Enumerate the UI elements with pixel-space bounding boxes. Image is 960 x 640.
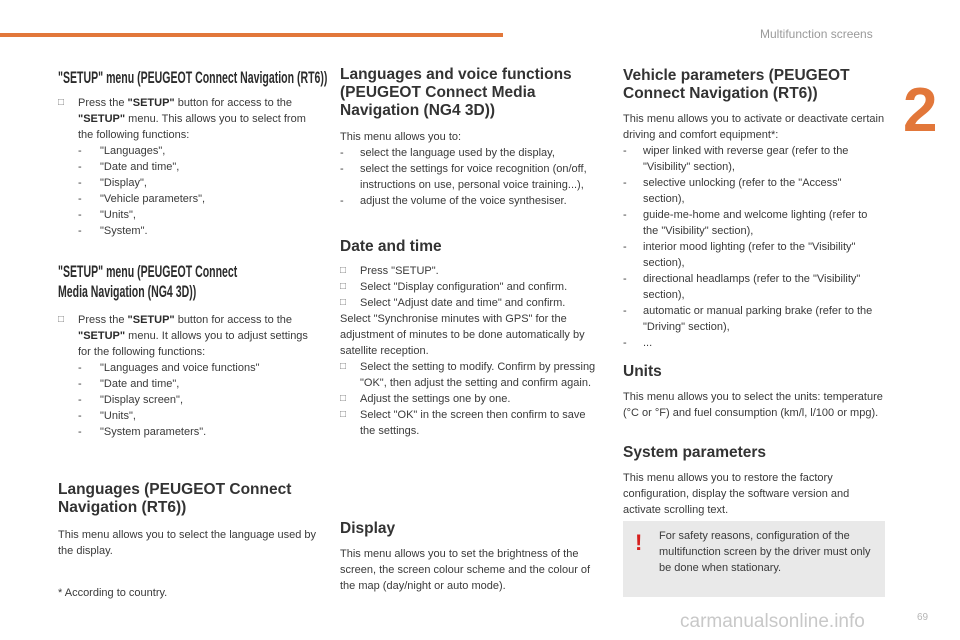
display-text: This menu allows you to set the brightness of the screen, the screen colour scheme and the colour of the map (day/night or auto mode). <box>340 548 591 592</box>
system-parameters-text: This menu allows you to restore the factory configuration, display the software version and activate scrolling text. <box>623 472 850 516</box>
square-bullet-icon: □ <box>340 281 347 292</box>
list-item: □ Select "Adjust date and time" and confirm. <box>340 297 566 309</box>
vehicle-parameters-intro: This menu allows you to activate or deactivate certain driving and comfort equipment*: <box>623 113 885 141</box>
list-item: - "Date and time", <box>78 161 180 173</box>
square-bullet-icon: □ <box>58 314 65 325</box>
list-item: - select the settings for voice recognition (on/off, instructions on use, personal voice training...), <box>340 163 587 191</box>
section-title: Multifunction screens <box>760 27 873 41</box>
square-bullet-icon: □ <box>340 265 347 276</box>
vehicle-parameters-heading-line2: Connect Navigation (RT6)) <box>623 85 818 102</box>
display-section <box>340 520 602 594</box>
list-item: □ Press "SETUP". <box>340 265 439 277</box>
safety-note-text: For safety reasons, configuration of the multifunction screen by the driver must only be done when stationary. <box>659 530 871 574</box>
list-item: □ Select "Display configuration" and confirm. <box>340 281 568 293</box>
safety-note-box <box>623 521 885 597</box>
units-section <box>623 363 885 421</box>
languages-rt6-heading-line2: Navigation (RT6)) <box>58 499 187 516</box>
display-heading: Display <box>340 520 396 537</box>
ng4-setup-heading-block <box>58 262 320 302</box>
list-item: □ Select the setting to modify. Confirm by pressing "OK", then adjust the setting and confirm again. <box>340 361 596 389</box>
languages-voice-section <box>340 66 602 209</box>
list-item: - "System parameters". <box>78 426 207 438</box>
rt6-function-list <box>58 143 320 239</box>
square-bullet-icon: □ <box>340 297 347 308</box>
square-bullet-icon: □ <box>58 97 65 108</box>
list-item: - "Vehicle parameters", <box>78 193 206 205</box>
list-item: - selective unlocking (refer to the "Access" section), <box>623 177 842 205</box>
list-item: - "Date and time", <box>78 378 180 390</box>
date-time-gps-text: Select "Synchronise minutes with GPS" for the adjustment of minutes to be done automatically by satellite reception. <box>340 313 585 357</box>
list-item: - "Display screen", <box>78 394 184 406</box>
page-number: 69 <box>917 612 929 623</box>
list-item: - "Languages and voice functions" <box>78 362 260 374</box>
list-item: - automatic or manual parking brake (refer to the "Driving" section), <box>623 305 873 333</box>
list-item: - directional headlamps (refer to the "Visibility" section), <box>623 273 861 301</box>
header-accent-bar <box>0 33 503 37</box>
date-time-steps <box>340 263 602 311</box>
ng4-setup-body <box>58 312 320 440</box>
units-text: This menu allows you to select the units: temperature (°C or °F) and fuel consumption (km/l, l/100 or mpg). <box>623 391 883 419</box>
list-item: - wiper linked with reverse gear (refer to the "Visibility" section), <box>623 145 849 173</box>
system-parameters-heading: System parameters <box>623 444 767 461</box>
list-item: - "System". <box>78 225 148 237</box>
rt6-setup-heading: "SETUP" menu (PEUGEOT Connect Navigation (RT6)) <box>58 68 328 87</box>
languages-voice-heading-line3: Navigation (NG4 3D)) <box>340 102 496 119</box>
languages-voice-heading-line2: (PEUGEOT Connect Media <box>340 84 536 101</box>
list-item: - guide-me-home and welcome lighting (refer to the "Visibility" section), <box>623 209 868 237</box>
list-item: - interior mood lighting (refer to the "Visibility" section), <box>623 241 856 269</box>
vehicle-parameters-heading-line1: Vehicle parameters (PEUGEOT <box>623 67 850 84</box>
units-heading: Units <box>623 363 662 380</box>
square-bullet-icon: □ <box>340 409 347 420</box>
rt6-setup-body <box>58 95 320 239</box>
ng4-setup-heading-line2: Media Navigation (NG4 3D)) <box>58 282 197 301</box>
date-time-heading: Date and time <box>340 238 442 255</box>
date-time-section <box>340 238 602 439</box>
square-bullet-icon: □ <box>340 361 347 372</box>
vehicle-parameters-section <box>623 67 885 351</box>
ng4-setup-instruction: □ Press the "SETUP" button for access to the "SETUP" menu. It allows you to adjust settings for the following functions: <box>58 314 308 358</box>
languages-rt6-section <box>58 481 320 559</box>
ng4-setup-heading-line1: "SETUP" menu (PEUGEOT Connect <box>58 262 238 281</box>
footnote: * According to country. <box>58 587 168 599</box>
date-time-steps-2 <box>340 359 602 439</box>
square-bullet-icon: □ <box>340 393 347 404</box>
exclamation-icon: ! <box>635 530 643 555</box>
list-item: - adjust the volume of the voice synthesiser. <box>340 195 567 207</box>
list-item: - ... <box>623 337 653 349</box>
chapter-number: 2 <box>903 76 938 145</box>
list-item: - "Units", <box>78 410 136 422</box>
languages-voice-heading-line1: Languages and voice functions <box>340 66 572 83</box>
languages-rt6-heading-line1: Languages (PEUGEOT Connect <box>58 481 292 498</box>
watermark: carmanualsonline.info <box>680 611 865 632</box>
languages-rt6-text: This menu allows you to select the language used by the display. <box>58 529 317 557</box>
list-item: - "Languages", <box>78 145 166 157</box>
system-parameters-section <box>623 444 885 518</box>
languages-voice-intro: This menu allows you to: <box>340 131 462 143</box>
ng4-function-list <box>58 360 320 440</box>
list-item: □ Adjust the settings one by one. <box>340 393 511 405</box>
list-item: - "Display", <box>78 177 147 189</box>
list-item: - select the language used by the display, <box>340 147 555 159</box>
rt6-setup-instruction: □ Press the "SETUP" button for access to the "SETUP" menu. This allows you to select from the following functions: <box>58 97 306 141</box>
list-item: □ Select "OK" in the screen then confirm to save the settings. <box>340 409 586 437</box>
rt6-setup-block <box>58 68 328 88</box>
list-item: - "Units", <box>78 209 136 221</box>
